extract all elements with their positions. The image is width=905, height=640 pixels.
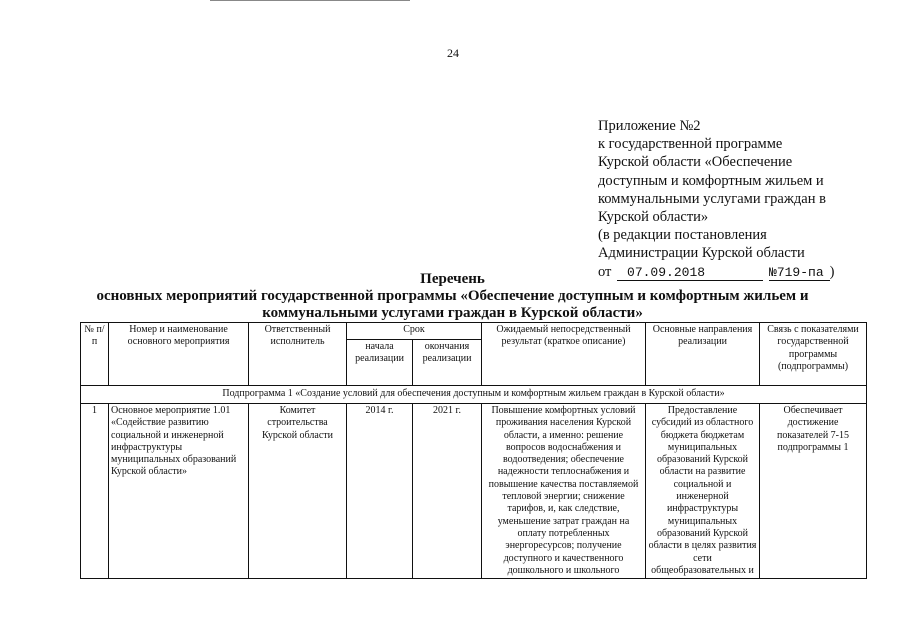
table-row bbox=[81, 404, 867, 579]
header-term-end: окончания реализации bbox=[413, 340, 482, 386]
appendix-line: Администрации Курской области bbox=[598, 245, 805, 262]
header-directions: Основные направления реализации bbox=[646, 323, 760, 386]
header-name: Номер и наименование основного мероприятия bbox=[109, 323, 249, 386]
cell-directions: Предоставление субсидий из областного бюджета бюджетам муниципальных образований Курской области на развитие социальной и инженерной инфраструктуры муниципальных образований Курской области в целях развития сети общеобразовательных и bbox=[646, 404, 760, 579]
header-term: Срок bbox=[347, 323, 482, 340]
appendix-line: Курской области» bbox=[598, 209, 709, 226]
appendix-line: Курской области «Обеспечение bbox=[598, 154, 793, 171]
appendix-line: к государственной программе bbox=[598, 136, 783, 153]
header-executor: Ответственный исполнитель bbox=[249, 323, 347, 386]
cell-name: Основное мероприятие 1.01 «Содействие развитию социальной и инженерной инфраструктуры муниципальных образований Курской области» bbox=[109, 404, 249, 579]
header-link: Связь с показателями государственной программы (подпрограммы) bbox=[760, 323, 867, 386]
header-term-start: начала реализации bbox=[347, 340, 413, 386]
cell-end: 2021 г. bbox=[413, 404, 482, 579]
page-edge-line bbox=[210, 0, 410, 1]
header-num: № п/п bbox=[81, 323, 109, 386]
decree-number: №719-па bbox=[769, 266, 830, 281]
header-result: Ожидаемый непосредственный результат (краткое описание) bbox=[482, 323, 646, 386]
cell-result: Повышение комфортных условий проживания населения Курской области, а именно: решение вопросов водоснабжения и водоотведения; обеспечение надежности теплоснабжения и повышение качества поставляемой тепловой энергии; снижение тарифов, и, как следствие, уменьшение затрат граждан на оплату потребленных энергоресурсов; получение доступного и качественного дошкольного и школьного bbox=[482, 404, 646, 579]
cell-num: 1 bbox=[81, 404, 109, 579]
document-title: Перечень bbox=[420, 271, 485, 287]
subprogram-row: Подпрограмма 1 «Создание условий для обеспечения доступным и комфортным жильем граждан в Курской области» bbox=[81, 386, 867, 404]
page-number: 24 bbox=[447, 46, 459, 60]
appendix-block bbox=[598, 117, 888, 281]
document-subtitle-line2: коммунальными услугами граждан в Курской области» bbox=[262, 305, 643, 321]
appendix-line: Приложение №2 bbox=[598, 118, 701, 134]
close-paren: ) bbox=[829, 263, 835, 280]
cell-link: Обеспечивает достижение показателей 7-15 подпрограммы 1 bbox=[760, 404, 867, 579]
appendix-line: (в редакции постановления bbox=[598, 227, 767, 244]
appendix-line: доступным и комфортным жильем и bbox=[598, 172, 824, 189]
document-subtitle-line1: основных мероприятий государственной программы «Обеспечение доступным и комфортным жильем и bbox=[96, 288, 809, 304]
cell-executor: Комитет строительства Курской области bbox=[249, 404, 347, 579]
date-prefix: от bbox=[598, 263, 612, 280]
decree-date: 07.09.2018 bbox=[617, 266, 763, 281]
measures-table bbox=[80, 322, 867, 579]
cell-start: 2014 г. bbox=[347, 404, 413, 579]
appendix-line: коммунальными услугами граждан в bbox=[598, 190, 826, 207]
